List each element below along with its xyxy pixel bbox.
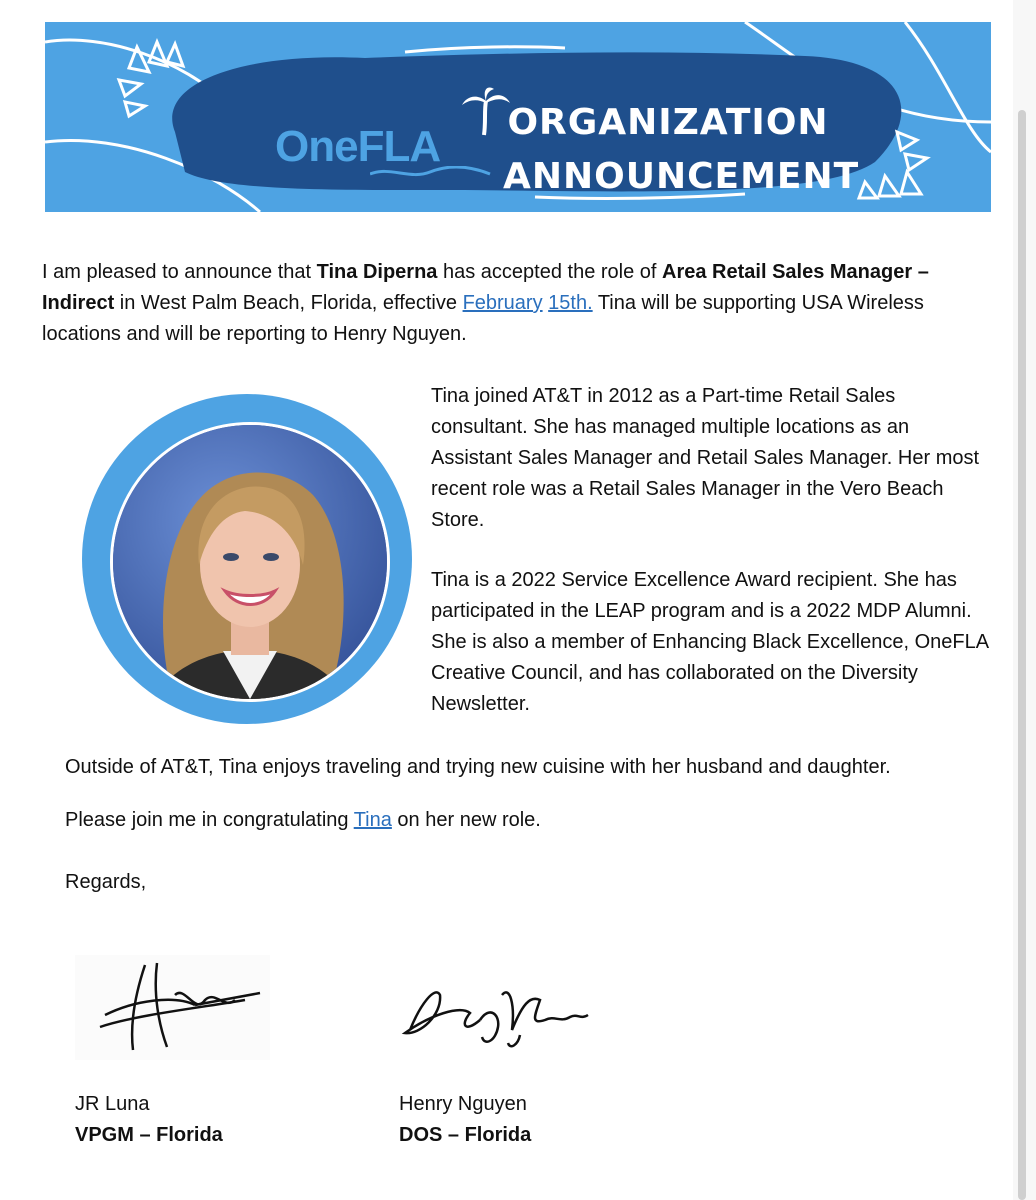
outside-paragraph: Outside of AT&T, Tina enjoys traveling and trying new cuisine with her husband and daughter.	[65, 756, 891, 778]
signer-1-name: JR Luna	[75, 1093, 150, 1115]
regards-text: Regards,	[65, 871, 147, 893]
banner-title-line1: ORGANIZATION	[507, 102, 829, 143]
announcement-banner	[45, 22, 991, 212]
intro-text: I am pleased to announce that	[42, 261, 317, 283]
intro-text: in West Palm Beach, Florida, effective	[114, 292, 463, 314]
banner-title-line2: ANNOUNCEMENT	[503, 156, 860, 197]
employee-name: Tina Diperna	[316, 261, 438, 283]
signature-henry-nguyen	[390, 975, 590, 1055]
congrats-text: on her new role.	[391, 809, 541, 831]
logo-text-fla	[358, 122, 441, 171]
signature-jr-luna	[75, 955, 270, 1060]
role-title: Area Retail Sales Manager – Indirect	[42, 261, 929, 314]
bio-paragraph-2: Tina is a 2022 Service Excellence Award recipient. She has participated in the LEAP program and is a 2022 MDP Alumni. She is also a member of Enhancing Black Excellence, OneFLA Creative Council, and has collaborated on the Diversity Newsletter.	[431, 569, 988, 715]
bio-paragraph-1: Tina joined AT&T in 2012 as a Part-time Retail Sales consultant. She has managed multiple locations as an Assistant Sales Manager and Retail Sales Manager. Her most recent role was a Retail Sales Manager in the Vero Beach Store.	[431, 385, 980, 531]
congrats-paragraph	[65, 805, 1005, 836]
tina-link[interactable]: Tina	[353, 809, 392, 831]
banner-title	[503, 96, 860, 204]
date-link-day[interactable]: 15th.	[548, 292, 593, 314]
logo-text-fla-label: FLA	[357, 122, 441, 171]
intro-text: has accepted the role of	[437, 261, 663, 283]
signer-1-title: VPGM – Florida	[75, 1124, 223, 1146]
portrait-photo	[110, 422, 390, 702]
onefla-logo	[275, 122, 440, 172]
portrait-illustration	[113, 425, 387, 699]
scrollbar-thumb[interactable]	[1018, 110, 1026, 1200]
signer-2-title: DOS – Florida	[399, 1124, 532, 1146]
date-link-month[interactable]: February	[462, 292, 543, 314]
signature-jr-luna-image	[75, 955, 270, 1060]
signer-2-name: Henry Nguyen	[399, 1093, 527, 1115]
wave-icon	[370, 166, 520, 180]
signature-henry-nguyen-image	[390, 975, 590, 1055]
congrats-text: Please join me in congratulating	[65, 809, 354, 831]
logo-text-one: One	[275, 122, 358, 171]
intro-paragraph	[42, 257, 982, 350]
intro-text: Tina will be supporting USA Wireless locations and will be reporting to Henry Nguyen.	[42, 292, 924, 345]
